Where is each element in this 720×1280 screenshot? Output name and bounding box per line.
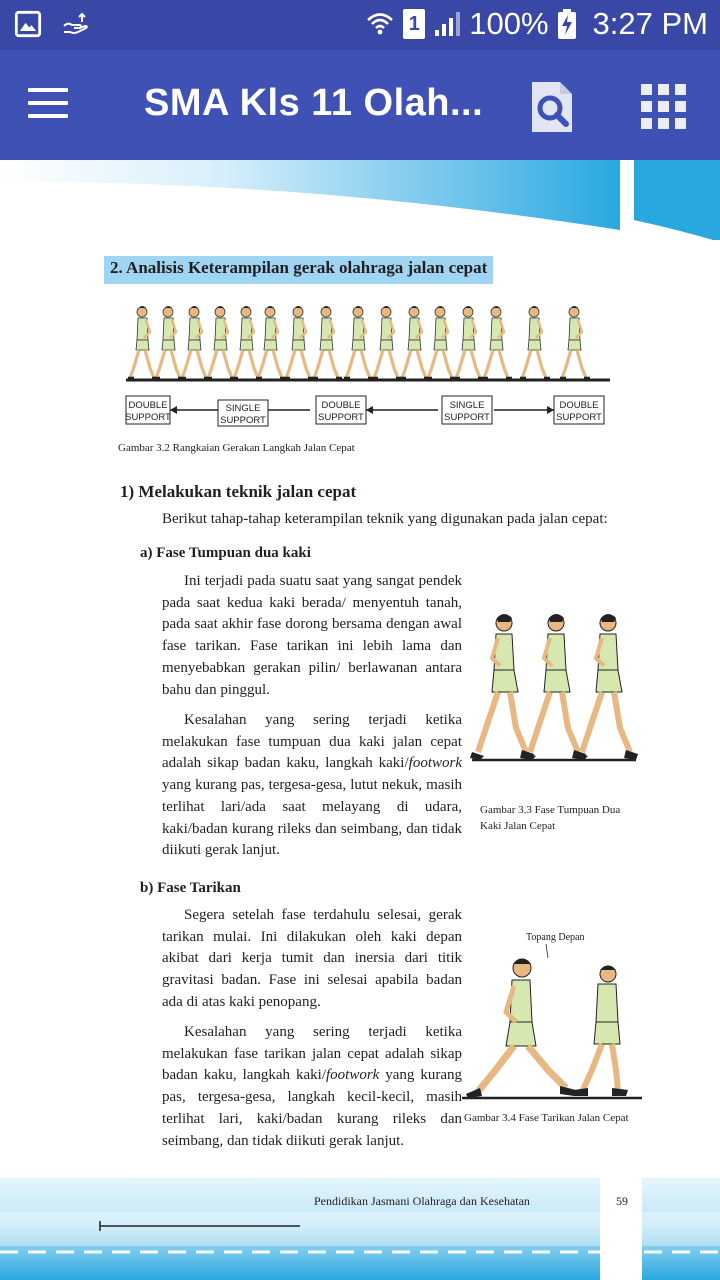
support-label-1b: SUPPORT xyxy=(125,412,171,423)
download-icon xyxy=(62,10,90,38)
subsection-b-heading: b) Fase Tarikan xyxy=(140,880,241,896)
paragraph-b1: Segera setelah fase terdahulu selesai, gerak tarikan mulai. Ini dilakukan oleh kaki depan akibat dari kerja tumit dan inersia dari titik gravitasi badan. Fase ini selesai apabila badan ada di atas kaki penopang. xyxy=(162,907,462,1010)
status-bar xyxy=(0,0,720,50)
subsection-heading-1: 1) Melakukan teknik jalan cepat xyxy=(120,482,357,501)
menu-icon[interactable] xyxy=(28,88,68,120)
app-title: SMA Kls 11 Olah... xyxy=(144,82,484,124)
support-label-3a: DOUBLE xyxy=(321,400,361,411)
paragraph-b2-italic: footwork xyxy=(325,1067,380,1084)
support-label-2a: SINGLE xyxy=(225,403,261,414)
apps-grid-icon[interactable] xyxy=(641,84,687,130)
footer-book-title: Pendidikan Jasmani Olahraga dan Kesehatan xyxy=(314,1194,530,1208)
figure-3-4-label: Topang Depan xyxy=(526,932,585,943)
paragraph-b2-text-end: yang kurang pas, tergesa-gesa, langkah kecil-kecil, masih terlihat lari, kaki/badan kurang rileks dan seimbang, dan tidak diikuti gerak lanjut. xyxy=(162,1067,462,1149)
paragraph-a1: Ini terjadi pada suatu saat yang sangat pendek pada saat kedua kaki berada/ menyentuh tanah, pada saat akhir fase dorong bersama dengan awal fase tarikan. Fase tarikan ini lebih lama dan menyebabkan gerakan pilin/ berlawanan antara bahu dan pinggul. xyxy=(162,573,462,698)
paragraph-b2 xyxy=(162,1022,462,1152)
app-bar xyxy=(0,50,720,160)
document-page[interactable] xyxy=(0,160,720,1280)
image-icon xyxy=(14,10,42,38)
sim-icon xyxy=(403,9,425,39)
support-label-2b: SUPPORT xyxy=(220,415,266,426)
paragraph-a2 xyxy=(162,710,462,862)
support-label-5a: DOUBLE xyxy=(559,400,599,411)
wifi-icon xyxy=(365,10,395,38)
walking-sequence-figure xyxy=(118,292,618,432)
paragraph-a2-text: Kesalahan yang sering terjadi ketika melakukan fase tumpuan dua kaki jalan cepat adalah sikap badan kaku, langkah kaki/ xyxy=(162,712,462,772)
support-label-5b: SUPPORT xyxy=(556,412,602,423)
battery-percent: 100% xyxy=(469,6,549,41)
sim-slot-number: 1 xyxy=(408,13,420,35)
support-label-1a: DOUBLE xyxy=(128,400,168,411)
page-number: 59 xyxy=(616,1194,628,1208)
clock: 3:27 PM xyxy=(592,6,708,41)
figure-3-3-caption-line2: Kaki Jalan Cepat xyxy=(480,820,556,832)
support-label-4b: SUPPORT xyxy=(444,412,490,423)
section-heading: 2. Analisis Keterampilan gerak olahraga jalan cepat xyxy=(104,256,493,284)
paragraph-a2-text-end: yang kurang pas, tergesa-gesa, lutut nekuk, masih terlihat lari/ada saat melayang di udara, kaki/badan kurang rileks dan seimbang, dan tidak diikuti gerak lanjut. xyxy=(162,777,462,859)
figure-3-4-caption: Gambar 3.4 Fase Tarikan Jalan Cepat xyxy=(464,1112,629,1124)
battery-charging-icon xyxy=(557,9,577,39)
paragraph-b2-text: Kesalahan yang sering terjadi ketika melakukan fase tarikan jalan cepat adalah sikap badan kaku, langkah kaki/ xyxy=(162,1024,462,1084)
page-header-band xyxy=(0,160,720,250)
figure-3-3-caption-line1: Gambar 3.3 Fase Tumpuan Dua xyxy=(480,804,621,816)
support-label-3b: SUPPORT xyxy=(318,412,364,423)
support-label-4a: SINGLE xyxy=(449,400,485,411)
paragraph-a2-italic: footwork xyxy=(408,755,462,772)
search-document-icon[interactable] xyxy=(528,80,576,134)
figure-3-4-image xyxy=(462,926,642,1102)
subsection-a-heading: a) Fase Tumpuan dua kaki xyxy=(140,545,311,561)
intro-paragraph: Berikut tahap-tahap keterampilan teknik yang digunakan pada jalan cepat: xyxy=(162,511,608,527)
figure-3-2-caption: Gambar 3.2 Rangkaian Gerakan Langkah Jalan Cepat xyxy=(118,442,355,454)
signal-icon xyxy=(433,10,461,38)
figure-3-3-image xyxy=(468,606,638,766)
